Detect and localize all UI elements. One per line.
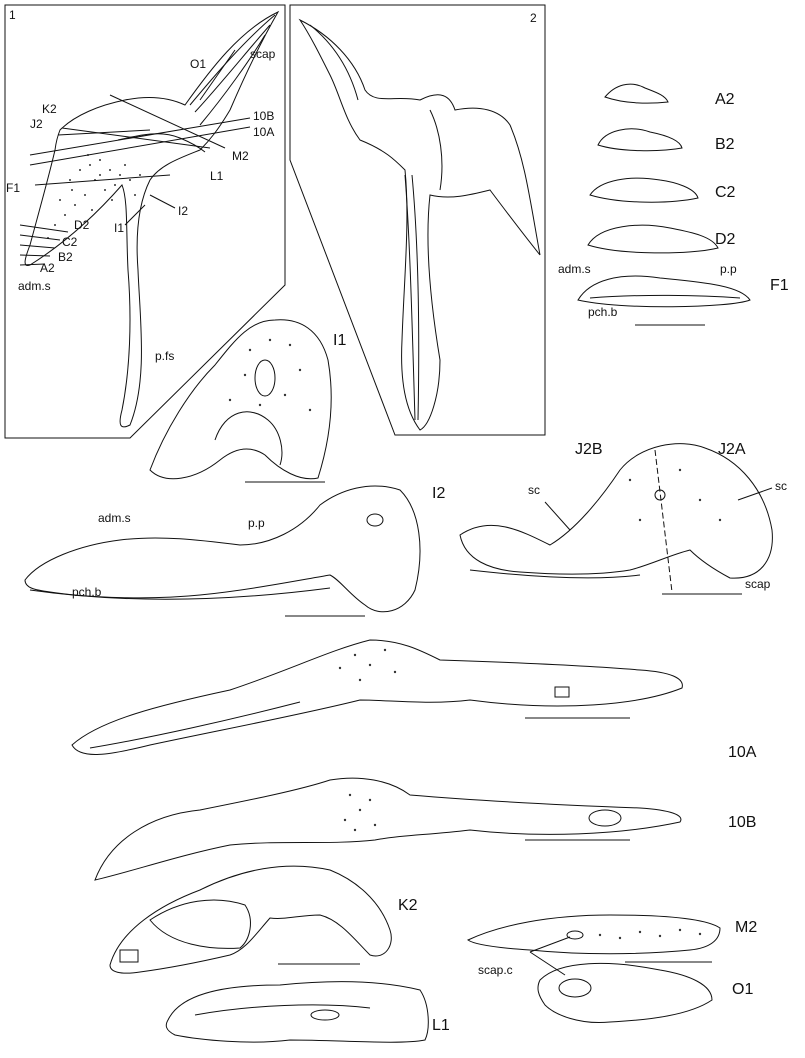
label-I2: I2	[178, 204, 189, 218]
section-M2-drawing	[468, 915, 720, 954]
label-B2: B2	[58, 250, 73, 264]
label-10B: 10B	[253, 109, 275, 123]
label-L1: L1	[210, 169, 224, 183]
section-label-10B: 10B	[728, 814, 757, 831]
label-M2: M2	[232, 149, 249, 163]
panel1-section-lines	[20, 50, 250, 265]
F1-label-p-p: p.p	[720, 262, 737, 276]
F1-label-adm-s: adm.s	[558, 262, 591, 276]
panel1-bone-outline	[25, 12, 278, 427]
scap-c-arrow-2	[530, 952, 565, 975]
J2-label-sc-right: sc	[775, 479, 787, 493]
J2-label-sc-left: sc	[528, 483, 540, 497]
panel1-number: 1	[9, 8, 16, 22]
section-label-J2B: J2B	[575, 441, 603, 458]
panel2-bone-outline	[300, 20, 540, 430]
label-10A: 10A	[253, 125, 275, 139]
label-D2: D2	[74, 218, 90, 232]
F1-label-pch-b: pch.b	[588, 305, 618, 319]
section-label-A2: A2	[715, 91, 735, 108]
section-label-L1: L1	[432, 1017, 450, 1034]
section-F1-drawing	[578, 276, 750, 307]
label-A2: A2	[40, 261, 55, 275]
I2-label-pch-b: pch.b	[72, 585, 102, 599]
section-L1-drawing	[166, 982, 428, 1043]
I2-label-p-p: p.p	[248, 516, 265, 530]
section-O1-drawing	[538, 963, 712, 1022]
section-I1-drawing	[150, 320, 331, 479]
scap-c-arrow-1	[530, 937, 570, 952]
label-scap: scap	[250, 47, 276, 61]
panel2-number: 2	[530, 11, 537, 25]
section-label-I2: I2	[432, 485, 446, 502]
section-label-C2: C2	[715, 184, 736, 201]
section-label-I1: I1	[333, 332, 347, 349]
section-10A-drawing	[72, 640, 682, 754]
section-label-J2A: J2A	[718, 441, 746, 458]
label-p-fs: p.fs	[155, 349, 175, 363]
sc-arrow-right	[738, 488, 772, 500]
panel2-frame	[290, 5, 545, 435]
section-label-D2: D2	[715, 231, 736, 248]
label-O1: O1	[190, 57, 207, 71]
section-label-M2: M2	[735, 919, 758, 936]
label-I1: I1	[114, 221, 125, 235]
section-C2-drawing	[590, 178, 698, 202]
section-label-F1: F1	[770, 277, 789, 294]
section-label-B2: B2	[715, 136, 735, 153]
label-C2: C2	[62, 235, 78, 249]
section-label-10A: 10A	[728, 744, 757, 761]
panel1-frame	[5, 5, 285, 438]
section-K2-drawing	[110, 866, 391, 973]
J2-cut-line	[655, 450, 672, 592]
section-label-O1: O1	[732, 981, 754, 998]
section-J2-drawing	[460, 441, 772, 579]
label-K2: K2	[42, 102, 57, 116]
section-A2-drawing	[605, 84, 668, 103]
section-stipple	[229, 339, 721, 939]
section-D2-drawing	[588, 225, 718, 253]
label-J2: J2	[30, 117, 43, 131]
label-F1: F1	[6, 181, 21, 195]
sc-arrow-left	[545, 502, 570, 530]
section-B2-drawing	[598, 129, 682, 151]
J2-label-scap: scap	[745, 577, 771, 591]
section-10B-drawing	[95, 778, 681, 880]
section-label-K2: K2	[398, 897, 418, 914]
label-adm-s: adm.s	[18, 279, 51, 293]
label-scap-c: scap.c	[478, 963, 513, 977]
I2-label-adm-s: adm.s	[98, 511, 131, 525]
